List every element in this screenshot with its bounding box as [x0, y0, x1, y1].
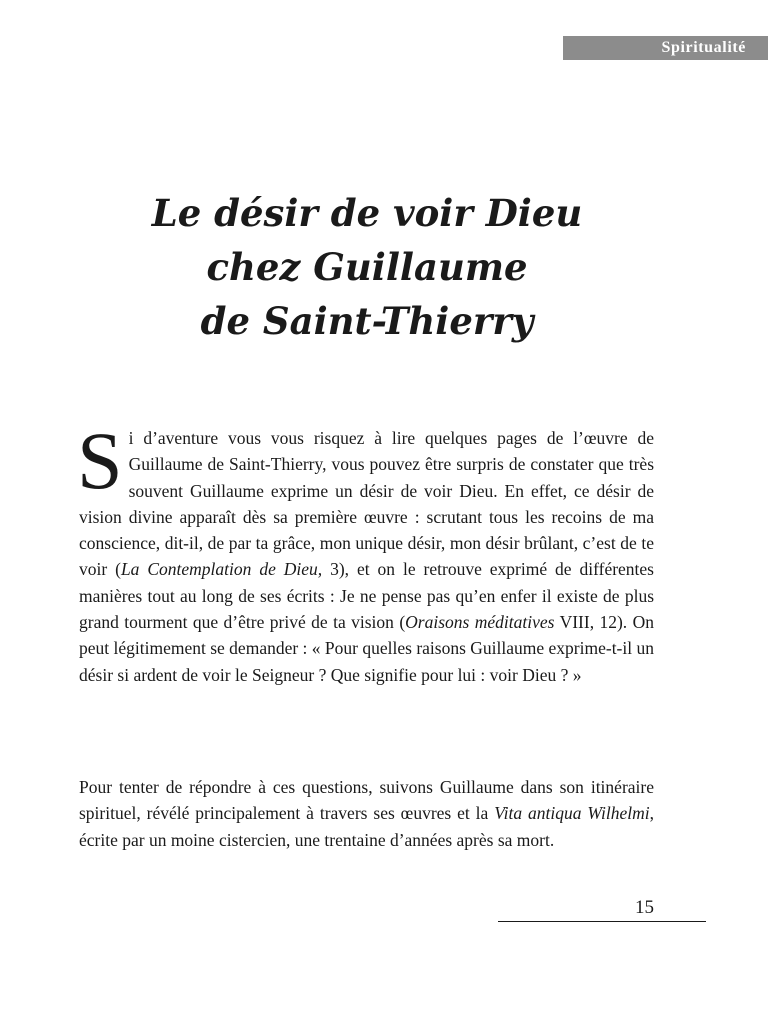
work-title: Vita antiqua Wilhelmi — [494, 803, 650, 824]
paragraph-second — [79, 774, 654, 853]
title-line: chez Guillaume — [206, 245, 528, 289]
drop-cap: S — [77, 415, 123, 506]
paragraph-text: VIII, 12). On peut légitimement se demander : « Pour quelles raisons Guillaume exprime-t-il un désir si ardent de voir le Seigneur ? Que signifie pour lui : voir Dieu ? » — [79, 612, 654, 685]
section-label: Spiritualité — [563, 36, 768, 60]
page-number: 15 — [635, 897, 654, 918]
work-title: La Contemplation de Dieu, — [120, 559, 323, 580]
paragraph-intro — [77, 415, 654, 688]
paragraph-text: i d’aventure vous vous risquez à lire quelques pages de l’œuvre de Guillaume de Saint-Thierry, vous pouvez être surpris de constater que très souvent Guillaume exprime un désir de voir Dieu. En effet, ce désir de vision divine apparaît dès sa première œuvre : scrutant tous les recoins de ma conscience, dit-il, de par ta grâce, mon unique désir, mon désir brûlant, c’est de te voir ( — [79, 428, 654, 580]
work-title: Oraisons méditatives — [405, 612, 555, 633]
title-line: de Saint-Thierry — [200, 299, 534, 343]
article-title — [0, 186, 734, 348]
paragraph-text: , écrite par un moine cistercien, une trentaine d’années après sa mort. — [79, 803, 654, 850]
title-line: Le désir de voir Dieu — [151, 191, 583, 235]
paragraph-text: Pour tenter de répondre à ces questions, suivons Guillaume dans son itinéraire spirituel, révélé principalement à travers ses œuvres et la — [79, 777, 654, 824]
folio-rule — [498, 921, 706, 922]
paragraph-text: 3), et on le retrouve exprimé de différentes manières tout au long de ses écrits : Je ne pense pas qu’en enfer il existe de plus grand tourment que d’être privé de ta vision ( — [79, 559, 654, 633]
